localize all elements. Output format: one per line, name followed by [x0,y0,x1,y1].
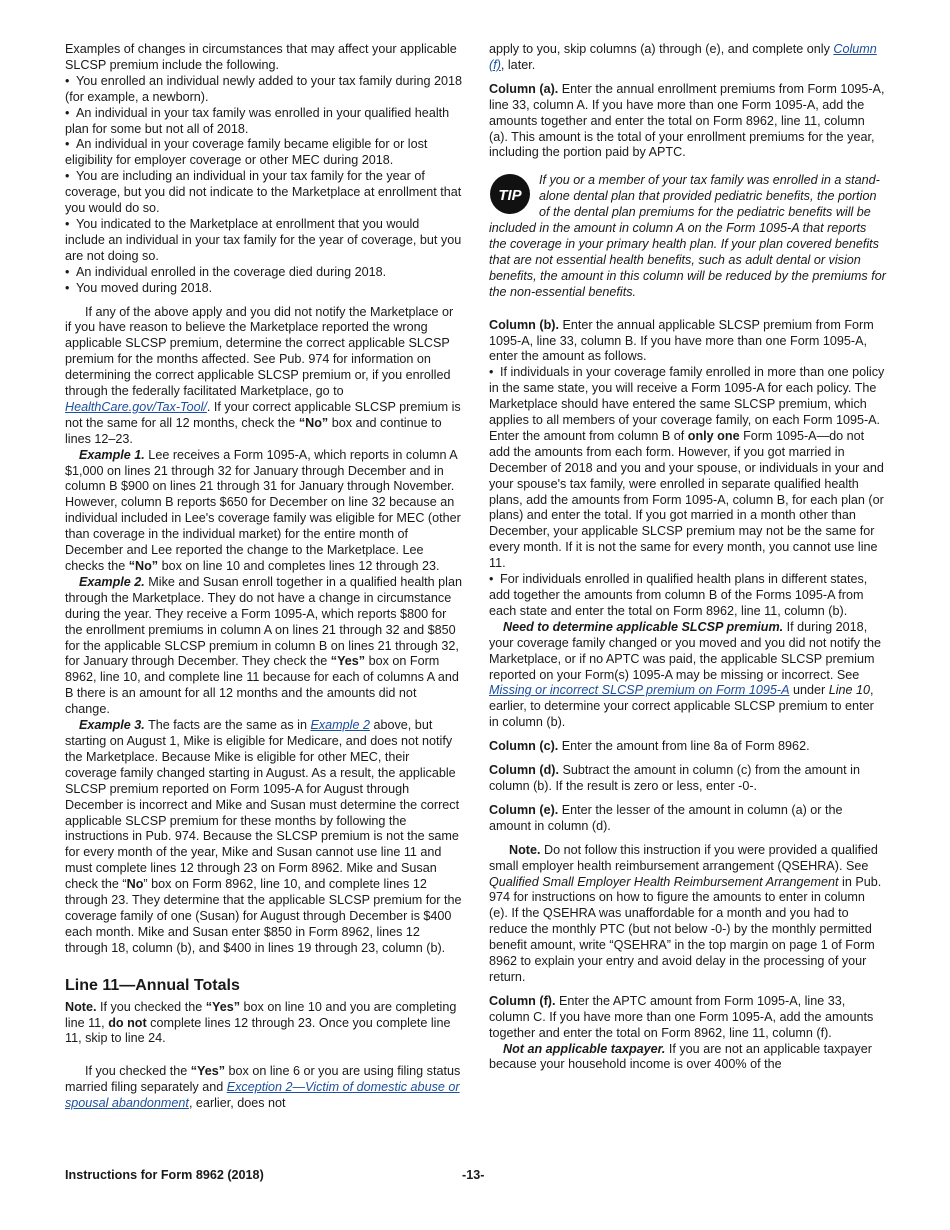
not-applicable-taxpayer-para: Not an applicable taxpayer. If you are not an applicable taxpayer because your household income is over 400% of the [489,1041,872,1072]
missing-slcsp-link[interactable]: Missing or incorrect SLCSP premium on Form 1095-A [489,683,790,698]
healthcare-tax-tool-link[interactable]: HealthCare.gov/Tax-Tool/ [65,399,207,414]
bullet-item: • You moved during 2018. [65,281,462,297]
footer-page-number: -13- [462,1168,485,1182]
para-if-yes-line-6: If you checked the “Yes” box on line 6 or you are using filing status married filing separately and Exception 2—Victim of domestic abuse or spousal abandonment, earlier, does not [65,1064,461,1111]
column-e-note: Note. Do not follow this instruction if you were provided a qualified small employer health reimbursement arrangement (QSEHRA). See Qualified Small Employer Health Reimbursement Arrangement in Pub. 974 for instructions on how to figure the amounts to enter in column (e). If the QSEHRA was unaffordable for a month and you had to reduce the monthly PTC (but not below -0-) by the monthly permitted benefit amount, write “QSEHRA” in the top margin on page 1 of Form 8962 to explain your entry and avoid delay in the processing of your return. [489,842,882,984]
example-1: Example 1. Lee receives a Form 1095-A, which reports in column A $1,000 on lines 21 through 32 for January through December and in column B $900 on lines 21 through 31 for January through November. However, column B reports $650 for December on line 32 because an individual included in Lee's coverage family was eligible for MEC (other than coverage in the individual market) for the entire month of December and Lee reported the change to the Marketplace. Lee checks the “No” box on line 10 and completes lines 12 through 23. [65,447,461,573]
continuation-text: apply to you, skip columns (a) through (e), and complete only Column (f), later. [489,42,877,72]
left-column [65,42,462,1112]
line-11-note: Note. If you checked the “Yes” box on line 10 and you are completing line 11, do not complete lines 12 through 23. Once you complete line 11, skip to line 24. [65,999,457,1046]
para-any-of-above: If any of the above apply and you did not notify the Marketplace or if you have reason to believe the Marketplace reported the wrong applicable SLCSP premium, determine the correct applicable SLCSP premium for the months affected. See Pub. 974 for information on determining the correct applicable SLCSP premium or, if you enrolled through the federally facilitated Marketplace, go to HealthCare.gov/Tax-Tool/. If your correct applicable SLCSP premium is not the same for all 12 months, check the “No” box and continue to lines 12–23. [65,304,461,446]
column-a-para: Column (a). Enter the annual enrollment premiums from Form 1095-A, line 33, column A. If you have more than one Form 1095-A, add the amounts together and enter the total on Form 8962, line 11, column (a). This amount is the total of your enrollment premiums for the year, including the portion paid by APTC. [489,81,885,160]
column-d-para: Column (d). Subtract the amount in column (c) from the amount in column (b). If the result is zero or less, enter -0-. [489,763,860,793]
tip-icon [489,173,531,215]
example-2-link[interactable]: Example 2 [310,718,370,733]
column-b-para: Column (b). Enter the annual applicable SLCSP premium from Form 1095-A, line 33, column B. If you have more than one Form 1095-A, enter the amount as follows. [489,317,874,364]
bullet-item: • An individual in your coverage family became eligible for or lost eligibility for employer coverage or other MEC during 2018. [65,137,462,169]
example-3: Example 3. The facts are the same as in Example 2 above, but starting on August 1, Mike is eligible for Medicare, and does not notify the Marketplace. Because Mike is eligible for other MEC, their coverage family changed starting in August. As a result, the applicable SLCSP premium reported on Form 1095-A for August through December is incorrect and Mike and Susan must determine the correct applicable SLCSP premium for these months by following the instructions in Pub. 974. Because the SLCSP premium is not the same for every month of the year, Mike and Susan cannot use line 11 and must complete lines 12 through 23 on Form 8962. Mike and Susan check the “No” box on Form 8962, line 10, and complete lines 12 through 23. They determine that the applicable SLCSP premium for the coverage family of one (Susan) for August through December is $400 each month. Mike and Susan enter $850 in Form 8962, lines 12 through 18, column (b), and $400 in lines 19 through 23, column (b). [65,718,462,955]
exception-2-link[interactable]: Exception 2—Victim of domestic abuse or spousal abandonment [65,1080,460,1111]
tip-box [489,173,886,300]
column-e-para: Column (e). Enter the lesser of the amount in column (a) or the amount in column (d). [489,802,843,833]
footer-form-title: Instructions for Form 8962 (2018) [65,1168,264,1182]
column-f-para: Column (f). Enter the APTC amount from Form 1095-A, line 33, column C. If you have more than one Form 1095-A, add the amounts together and enter the total on Form 8962, line 11, column (f). [489,993,874,1040]
column-b-bullet-2: • For individuals enrolled in qualified health plans in different states, add together the amounts from column B of the Forms 1095-A from each state and enter the total on Form 8962, line 11, column (b). [489,572,886,620]
column-f-link[interactable]: Column (f) [489,42,877,72]
bullet-item: • An individual enrolled in the coverage died during 2018. [65,265,462,281]
right-column [489,42,886,1073]
changes-bullet-list [65,74,462,297]
column-b-bullet-1: • If individuals in your coverage family enrolled in more than one policy in the same state, you will receive a Form 1095-A for each policy. The Marketplace should have entered the same SLCSP premium, which applies to all members of your coverage family, on each Form 1095-A. Enter the amount from column B of only one Form 1095-A—do not add the amounts from each form. However, if you got married in December of 2018 and you and your spouse, or individuals in your and your spouse's tax family, were enrolled in separate qualified health plans, add the amounts from Form 1095-A, column B, for each plan (or plans) and enter the total. If you got married in a month other than December, your applicable SLCSP premium may not be the same for every month. If it is not the same for every month, you cannot use line 11. [489,365,886,572]
bullet-item: • An individual in your tax family was enrolled in your qualified health plan for some but not all of 2018. [65,106,462,138]
column-c-para: Column (c). Enter the amount from line 8a of Form 8962. [489,739,810,754]
bullet-item: • You are including an individual in your tax family for the year of coverage, but you did not indicate to the Marketplace at enrollment that you would do so. [65,169,462,217]
intro-text: Examples of changes in circumstances that may affect your applicable SLCSP premium include the following. [65,42,457,72]
tip-text: If you or a member of your tax family was enrolled in a stand-alone dental plan that provided pediatric benefits, the portion of the dental plan premiums for the pediatric benefits will be included in the amount in column A on the Form 1095-A that reports the coverage in your primary health plan. If your plan covered benefits that are not essential health benefits, such as adult dental or vision benefits, the amount in this column will be reduced by the premiums for the non-essential benefits. [489,173,886,299]
bullet-item: • You enrolled an individual newly added to your tax family during 2018 (for example, a newborn). [65,74,462,106]
example-2: Example 2. Mike and Susan enroll together in a qualified health plan through the Marketplace. They do not have a change in circumstance during the year. They receive a Form 1095-A, which reports $800 for the enrollment premiums in column A on lines 21 through 32 and $850 for the applicable SLCSP premium in column B on lines 21 through 32, for January through December. They check the “Yes” box on Form 8962, line 10, and complete line 11 because for each of columns A and B there is an amount for all 12 months and the amounts did not change. [65,574,462,717]
need-slcsp-para: Need to determine applicable SLCSP premium. If during 2018, your coverage family changed or you moved and you did not notify the Marketplace, or if no APTC was paid, the applicable SLCSP premium reported on your Form(s) 1095-A may be missing or incorrect. See Missing or incorrect SLCSP premium on Form 1095-A under Line 10, earlier, to determine your correct applicable SLCSP premium to enter in column (b). [489,619,882,730]
bullet-item: • You indicated to the Marketplace at enrollment that you would include an individual in your tax family for the year of coverage, but you are not doing so. [65,217,462,265]
tip-icon-label: TIP [498,187,522,205]
line-11-heading: Line 11—Annual Totals [65,976,240,994]
